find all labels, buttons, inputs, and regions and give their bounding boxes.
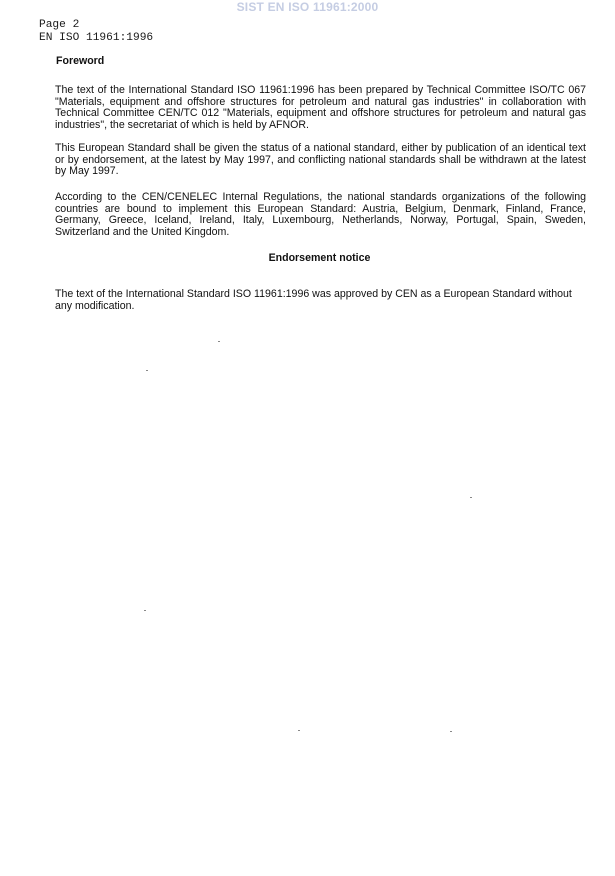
scan-speck <box>218 341 220 342</box>
foreword-heading: Foreword <box>56 55 105 67</box>
foreword-paragraph-2: This European Standard shall be given the status of a national standard, either by publication of an identical text or by endorsement, at the latest by May 1997, and conflicting national standards shall be withdrawn at the latest by May 1997. <box>55 142 586 177</box>
page-header <box>39 19 153 44</box>
scan-speck <box>470 497 472 498</box>
foreword-paragraph-1: The text of the International Standard ISO 11961:1996 has been prepared by Technical Committee ISO/TC 067 "Materials, equipment and offshore structures for petroleum and natural gas industries" in collaboration with Technical Committee CEN/TC 012 "Materials, equipment and offshore structures for petroleum and natural gas industries", the secretariat of which is held by AFNOR. <box>55 84 586 131</box>
scan-speck <box>450 731 452 732</box>
watermark: SIST EN ISO 11961:2000 <box>236 0 379 14</box>
page-number: Page 2 <box>39 19 80 31</box>
endorsement-heading: Endorsement notice <box>268 252 371 264</box>
scan-speck <box>146 370 148 371</box>
foreword-paragraph-3: According to the CEN/CENELEC Internal Regulations, the national standards organizations of the following countries are bound to implement this European Standard: Austria, Belgium, Denmark, Finland, France, Germany, Greece, Iceland, Ireland, Italy, Luxembourg, Netherlands, Norway, Portugal, Spain, Sweden, Switzerland and the United Kingdom. <box>55 191 586 238</box>
scan-speck <box>298 730 300 731</box>
endorsement-paragraph: The text of the International Standard ISO 11961:1996 was approved by CEN as a European Standard without any modification. <box>55 288 572 312</box>
scan-speck <box>144 610 146 611</box>
document-id: EN ISO 11961:1996 <box>39 31 154 44</box>
